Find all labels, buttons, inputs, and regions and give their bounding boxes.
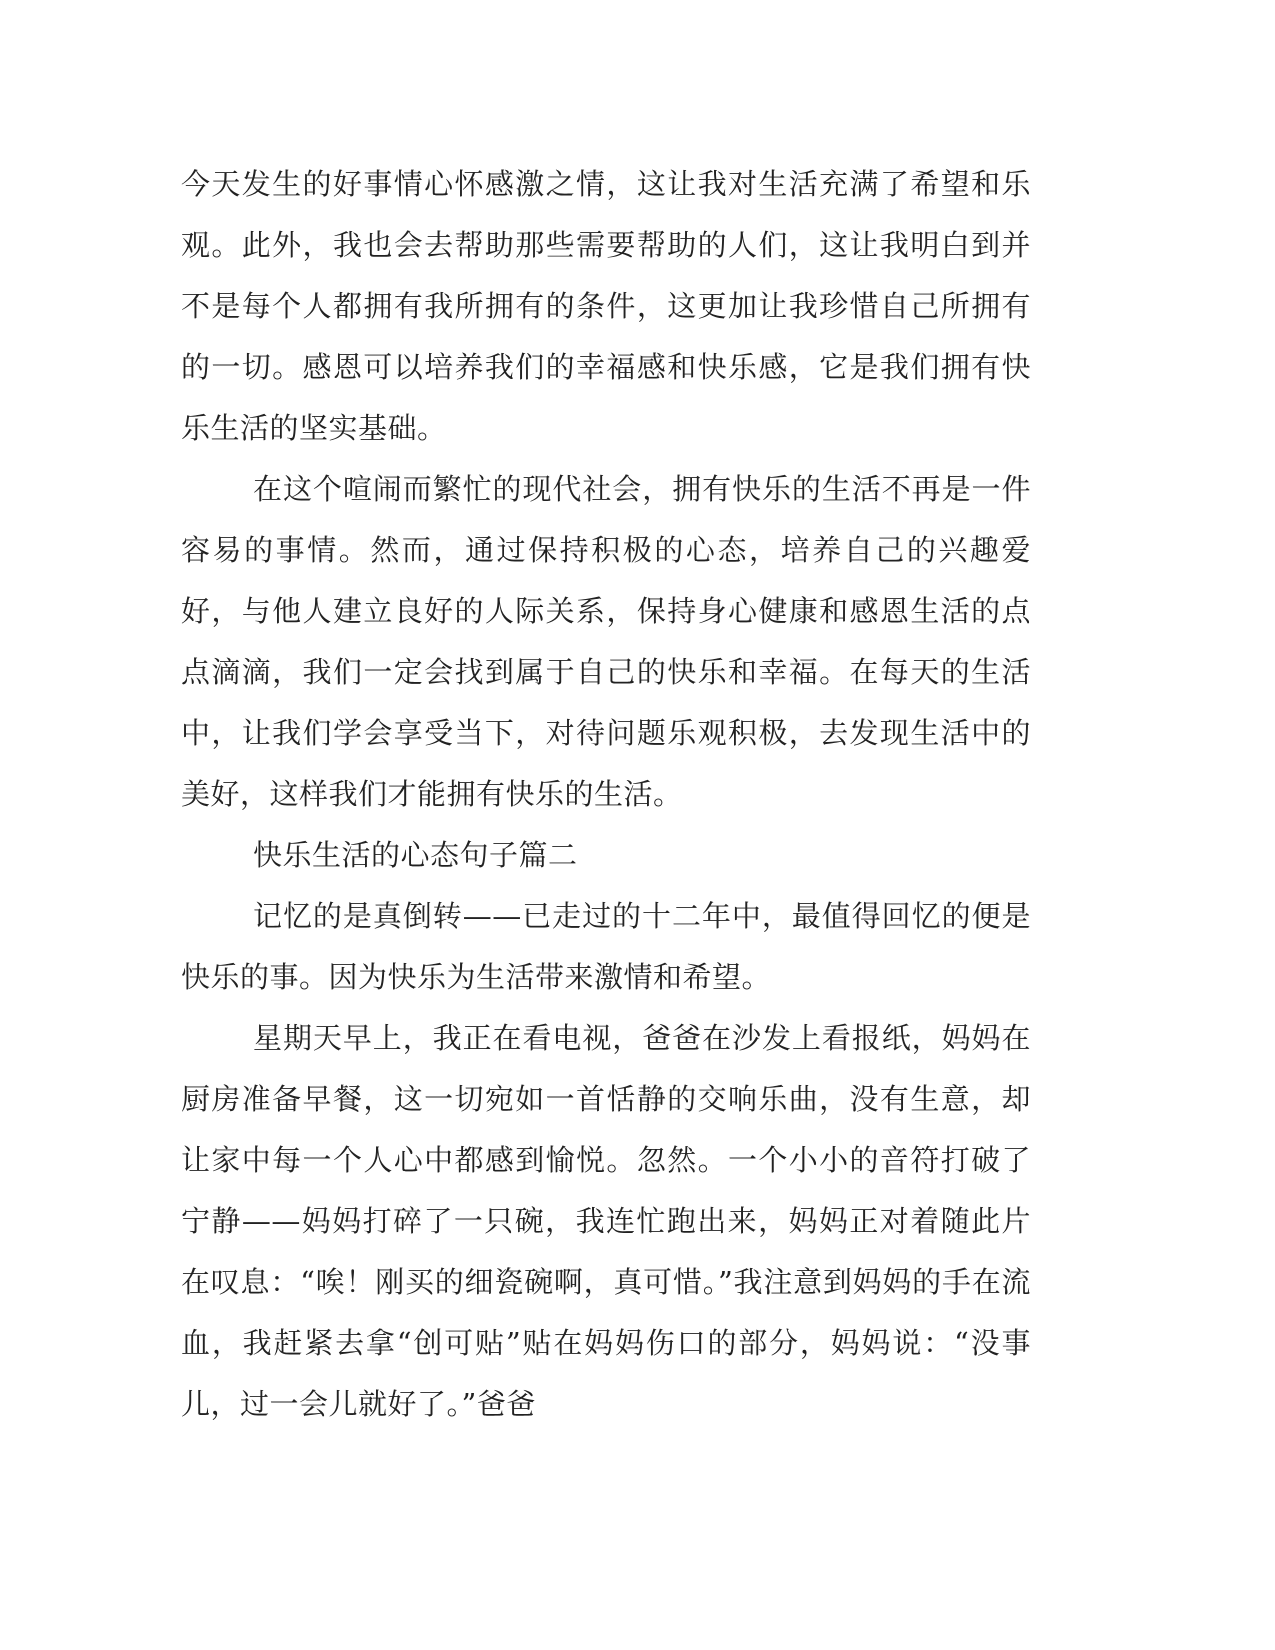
document-body — [181, 154, 1031, 1435]
paragraph-gratitude-continued: 今天发生的好事情心怀感激之情，这让我对生活充满了希望和乐观。此外，我也会去帮助那些需要帮助的人们，这让我明白到并不是每个人都拥有我所拥有的条件，这更加让我珍惜自己所拥有的一切。感恩可以培养我们的幸福感和快乐感，它是我们拥有快乐生活的坚实基础。 — [181, 167, 1031, 445]
paragraph-memory: 记忆的是真倒转——已走过的十二年中，最值得回忆的便是快乐的事。因为快乐为生活带来激情和希望。 — [181, 899, 1031, 994]
paragraph-sunday-morning: 星期天早上，我正在看电视，爸爸在沙发上看报纸，妈妈在厨房准备早餐，这一切宛如一首恬静的交响乐曲，没有生意，却让家中每一个人心中都感到愉悦。忽然。一个小小的音符打破了宁静——妈妈打碎了一只碗，我连忙跑出来，妈妈正对着随此片在叹息：“唉！刚买的细瓷碗啊，真可惜。”我注意到妈妈的手在流血，我赶紧去拿“创可贴”贴在妈妈伤口的部分，妈妈说：“没事儿，过一会儿就好了。”爸爸 — [181, 1021, 1031, 1421]
paragraph-modern-society: 在这个喧闹而繁忙的现代社会，拥有快乐的生活不再是一件容易的事情。然而，通过保持积极的心态，培养自己的兴趣爱好，与他人建立良好的人际关系，保持身心健康和感恩生活的点点滴滴，我们一定会找到属于自己的快乐和幸福。在每天的生活中，让我们学会享受当下，对待问题乐观积极，去发现生活中的美好，这样我们才能拥有快乐的生活。 — [181, 472, 1031, 811]
section-heading: 快乐生活的心态句子篇二 — [253, 838, 578, 872]
